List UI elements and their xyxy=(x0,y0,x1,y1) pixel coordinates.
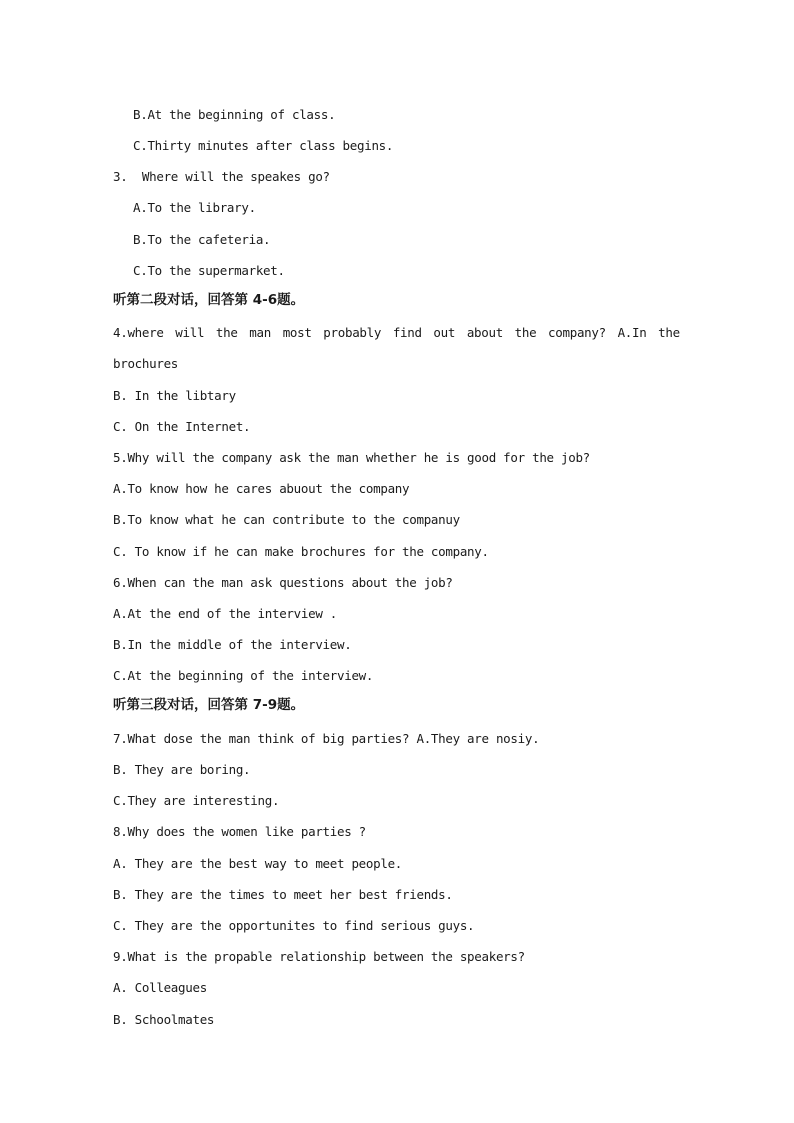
q4-word: out xyxy=(433,325,456,340)
q4-word: the xyxy=(215,325,238,340)
q8-option-c: C. They are the opportunites to find serious guys. xyxy=(113,918,475,933)
q4-word: man xyxy=(249,325,271,340)
q4-question-line xyxy=(113,325,680,341)
q7-question: 7.What dose the man think of big parties? A.They are nosiy. xyxy=(113,731,540,746)
q6-option-b: B.In the middle of the interview. xyxy=(113,637,352,652)
q4-word: A.In xyxy=(617,325,647,340)
q8-option-b: B. They are the times to meet her best friends. xyxy=(113,887,453,902)
q4-word: the xyxy=(658,325,680,340)
q4-word: most xyxy=(282,325,312,340)
q5-option-a: A.To know how he cares abuout the company xyxy=(113,481,410,496)
q4-word: probably xyxy=(323,325,382,340)
q3-option-a: A.To the library. xyxy=(133,200,256,215)
section-heading-3: 听第三段对话，回答第 7-9题。 xyxy=(113,697,305,713)
q4-option-c: C. On the Internet. xyxy=(113,419,251,434)
q7-option-b: B. They are boring. xyxy=(113,762,251,777)
q4-word: the xyxy=(514,325,537,340)
q3-question: 3. Where will the speakes go? xyxy=(113,169,330,184)
q4-word: will xyxy=(175,325,205,340)
q9-option-b: B. Schoolmates xyxy=(113,1012,215,1027)
q4-word: company? xyxy=(548,325,606,340)
q3-option-c: C.To the supermarket. xyxy=(133,263,285,278)
q4-word: find xyxy=(392,325,422,340)
q4-option-a-cont: brochures xyxy=(113,356,179,371)
q2-option-b: B.At the beginning of class. xyxy=(133,107,336,122)
q8-option-a: A. They are the best way to meet people. xyxy=(113,856,403,871)
q8-question: 8.Why does the women like parties ? xyxy=(113,824,366,839)
q5-option-b: B.To know what he can contribute to the companuy xyxy=(113,512,460,527)
q6-option-c: C.At the beginning of the interview. xyxy=(113,668,374,683)
q5-option-c: C. To know if he can make brochures for the company. xyxy=(113,544,489,559)
q9-question: 9.What is the propable relationship between the speakers? xyxy=(113,949,525,964)
q4-option-b: B. In the libtary xyxy=(113,388,236,403)
q2-option-c: C.Thirty minutes after class begins. xyxy=(133,138,394,153)
q4-word: 4.where xyxy=(113,325,164,340)
section-heading-2: 听第二段对话，回答第 4-6题。 xyxy=(113,292,305,308)
q5-question: 5.Why will the company ask the man whether he is good for the job? xyxy=(113,450,590,465)
q3-option-b: B.To the cafeteria. xyxy=(133,232,271,247)
q4-word: about xyxy=(466,325,503,340)
q6-option-a: A.At the end of the interview . xyxy=(113,606,337,621)
q6-question: 6.When can the man ask questions about the job? xyxy=(113,575,453,590)
q7-option-c: C.They are interesting. xyxy=(113,793,280,808)
q9-option-a: A. Colleagues xyxy=(113,980,207,995)
